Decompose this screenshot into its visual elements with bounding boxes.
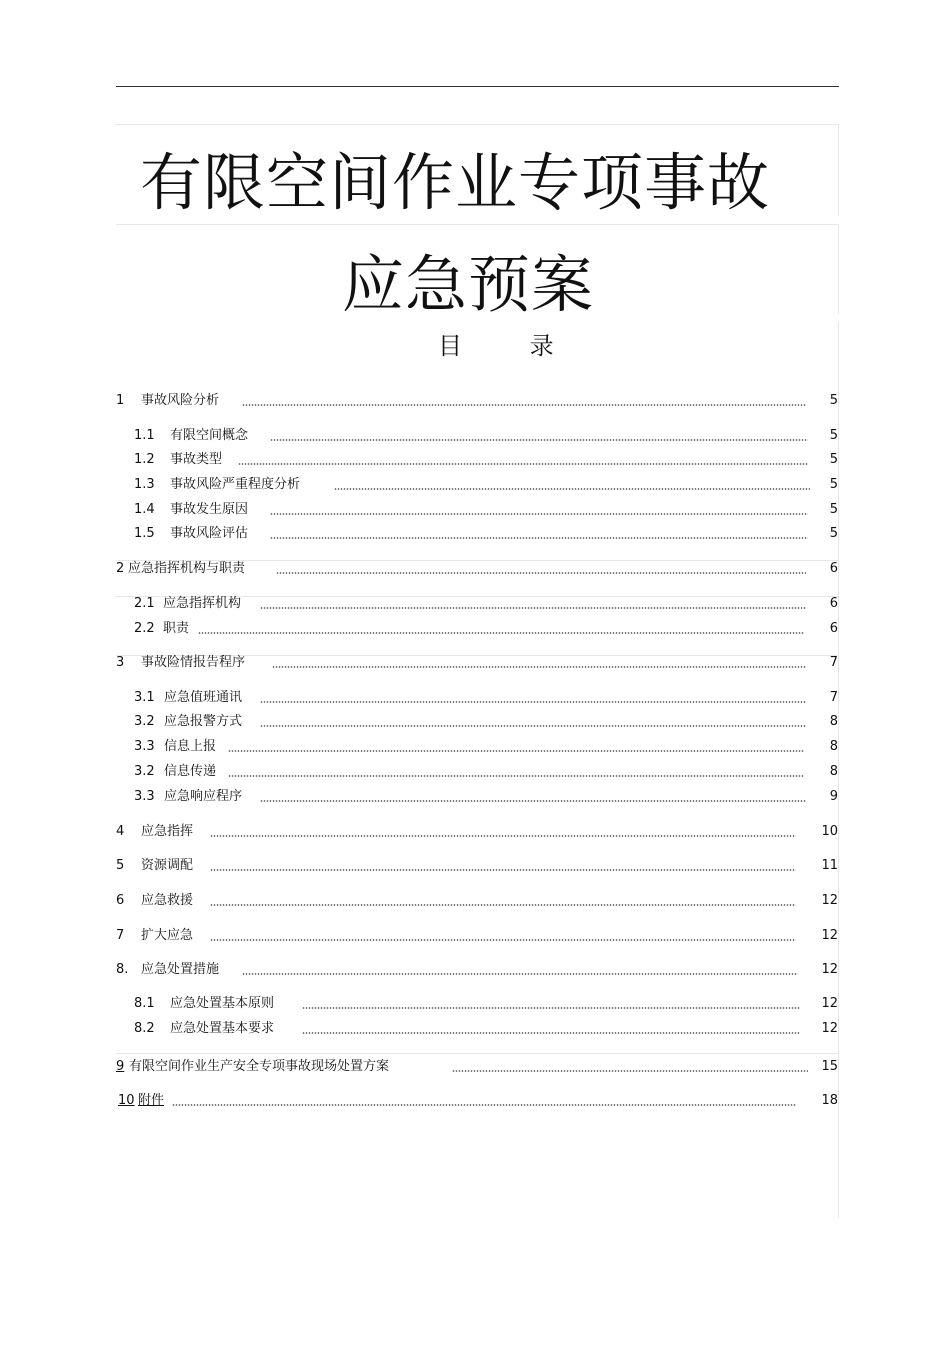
toc-entry[interactable]: [116, 1019, 838, 1039]
toc-entry-page: 8: [829, 764, 838, 779]
toc-leader-dots: [260, 607, 806, 609]
toc-entry-page: 6: [829, 561, 838, 576]
toc-entry[interactable]: [116, 500, 838, 520]
toc-entry-page: 12: [821, 928, 838, 943]
toc-entry-label: 有限空间概念: [170, 428, 249, 443]
toc-entry-page: 12: [821, 1021, 838, 1036]
toc-entry-number: 1.5: [134, 526, 155, 541]
toc-entry-label: 应急处置基本要求: [170, 1021, 275, 1036]
toc-entry[interactable]: [116, 524, 838, 544]
toc-entry-page: 12: [821, 962, 838, 977]
toc-entry-number: 6: [116, 893, 125, 908]
toc-entry[interactable]: [116, 822, 838, 842]
toc-entry-number: 1: [116, 393, 125, 408]
toc-leader-dots: [242, 404, 806, 406]
toc-entry-page: 10: [821, 824, 838, 839]
toc-leader-dots: [270, 513, 808, 515]
toc-entry-label: 应急值班通讯: [164, 690, 243, 705]
toc-entry-label: 应急处置措施: [141, 962, 220, 977]
toc-entry-number: 8.2: [134, 1021, 155, 1036]
toc-leader-dots: [334, 488, 810, 490]
toc-entry-label: 事故类型: [170, 452, 223, 467]
toc-leader-dots: [452, 1070, 808, 1072]
toc-entry-number: 1.4: [134, 502, 155, 517]
toc-entry-page: 5: [829, 526, 838, 541]
toc-leader-dots: [210, 904, 796, 906]
toc-entry-number: 2: [116, 561, 125, 576]
toc-entry-label: 事故风险分析: [141, 393, 220, 408]
toc-entry-label: 信息上报: [164, 739, 217, 754]
toc-entry[interactable]: [116, 712, 838, 732]
toc-entry[interactable]: [116, 426, 838, 446]
toc-entry-number: 3: [116, 655, 125, 670]
toc-entry-label: 应急处置基本原则: [170, 996, 275, 1011]
toc-entry[interactable]: [116, 594, 838, 614]
toc-entry-label: 应急响应程序: [164, 789, 243, 804]
toc-entry[interactable]: [116, 994, 838, 1014]
toc-entry-number: 7: [116, 928, 125, 943]
toc-entry-number: 3.2: [134, 764, 155, 779]
toc-entry-number: 1.3: [134, 477, 155, 492]
toc-entry-number: 3.3: [134, 789, 155, 804]
toc-leader-dots: [302, 1032, 800, 1034]
toc-entry[interactable]: [116, 891, 838, 911]
toc-entry-label: 事故风险评估: [170, 526, 249, 541]
toc-entry[interactable]: [116, 653, 838, 673]
toc-entry-label: 事故险情报告程序: [141, 655, 246, 670]
toc-entry[interactable]: [116, 960, 838, 980]
toc-entry[interactable]: [116, 688, 838, 708]
toc-leader-dots: [172, 1104, 796, 1106]
toc-entry-number: 2.1: [134, 596, 155, 611]
toc-entry-label: 附件: [138, 1093, 165, 1108]
toc-entry-page: 5: [829, 477, 838, 492]
toc-leader-dots: [210, 835, 796, 837]
toc-entry-label: 应急指挥机构与职责: [128, 561, 246, 576]
toc-entry-label: 扩大应急: [141, 928, 194, 943]
toc-entry[interactable]: [116, 926, 838, 946]
toc-entry-page: 5: [829, 393, 838, 408]
toc-entry-label: 职责: [163, 621, 190, 636]
toc-entry-page: 9: [829, 789, 838, 804]
toc-entry-label: 资源调配: [141, 858, 194, 873]
toc-entry-page: 8: [829, 714, 838, 729]
toc-entry[interactable]: [116, 1091, 838, 1111]
toc-entry-page: 5: [829, 502, 838, 517]
toc-entry-page: 12: [821, 996, 838, 1011]
document-title-line1: 有限空间作业专项事故: [140, 146, 771, 219]
toc-entry[interactable]: [116, 559, 838, 579]
toc-entry-number: 5: [116, 858, 125, 873]
toc-leader-dots: [198, 632, 804, 634]
toc-entry[interactable]: [116, 391, 838, 411]
toc-entry[interactable]: [116, 475, 838, 495]
toc-entry-page: 18: [821, 1093, 838, 1108]
toc-entry-page: 15: [821, 1059, 838, 1074]
toc-entry-label: 信息传递: [164, 764, 217, 779]
toc-heading: 目 录: [438, 332, 584, 360]
toc-entry-label: 有限空间作业生产安全专项事故现场处置方案: [129, 1059, 390, 1074]
toc-leader-dots: [276, 572, 806, 574]
toc-leader-dots: [260, 725, 806, 727]
toc-entry-number: 10: [118, 1093, 135, 1108]
toc-entry-page: 6: [829, 621, 838, 636]
toc-entry-number: 4: [116, 824, 125, 839]
toc-leader-dots: [270, 537, 808, 539]
toc-leader-dots: [228, 775, 804, 777]
toc-leader-dots: [242, 973, 798, 975]
toc-entry[interactable]: [116, 619, 838, 639]
toc-entry-number: 1.2: [134, 452, 155, 467]
toc-entry-page: 7: [829, 690, 838, 705]
toc-entry-number: 1.1: [134, 428, 155, 443]
toc-leader-dots: [238, 463, 808, 465]
toc-entry-number: 9: [116, 1059, 125, 1074]
toc-entry-label: 事故风险严重程度分析: [170, 477, 301, 492]
toc-entry-label: 应急救援: [141, 893, 194, 908]
toc-leader-dots: [260, 800, 806, 802]
toc-entry-number: 8.1: [134, 996, 155, 1011]
document-title-line2: 应急预案: [342, 248, 595, 321]
toc-entry-number: 3.2: [134, 714, 155, 729]
toc-entry-label: 应急报警方式: [164, 714, 243, 729]
toc-leader-dots: [260, 701, 806, 703]
toc-entry-page: 11: [821, 858, 838, 873]
toc-entry-number: 2.2: [134, 621, 155, 636]
toc-entry-page: 8: [829, 739, 838, 754]
toc-entry[interactable]: [116, 856, 838, 876]
toc-leader-dots: [228, 750, 804, 752]
toc-entry[interactable]: [116, 1057, 838, 1077]
toc-entry-number: 3.1: [134, 690, 155, 705]
toc-entry[interactable]: [116, 762, 838, 782]
toc-entry-page: 6: [829, 596, 838, 611]
toc-entry-page: 5: [829, 428, 838, 443]
toc-entry[interactable]: [116, 787, 838, 807]
toc-entry-label: 应急指挥机构: [163, 596, 242, 611]
toc-leader-dots: [210, 939, 796, 941]
toc-entry[interactable]: [116, 450, 838, 470]
toc-entry-page: 5: [829, 452, 838, 467]
toc-entry-number: 3.3: [134, 739, 155, 754]
toc-entry-label: 应急指挥: [141, 824, 194, 839]
toc-leader-dots: [270, 439, 808, 441]
toc-entry-label: 事故发生原因: [170, 502, 249, 517]
toc-entry-page: 12: [821, 893, 838, 908]
toc-leader-dots: [302, 1007, 800, 1009]
toc-entry-page: 7: [829, 655, 838, 670]
toc-leader-dots: [272, 666, 806, 668]
toc-entry-number: 8.: [116, 962, 129, 977]
toc-entry[interactable]: [116, 737, 838, 757]
toc-leader-dots: [210, 869, 796, 871]
